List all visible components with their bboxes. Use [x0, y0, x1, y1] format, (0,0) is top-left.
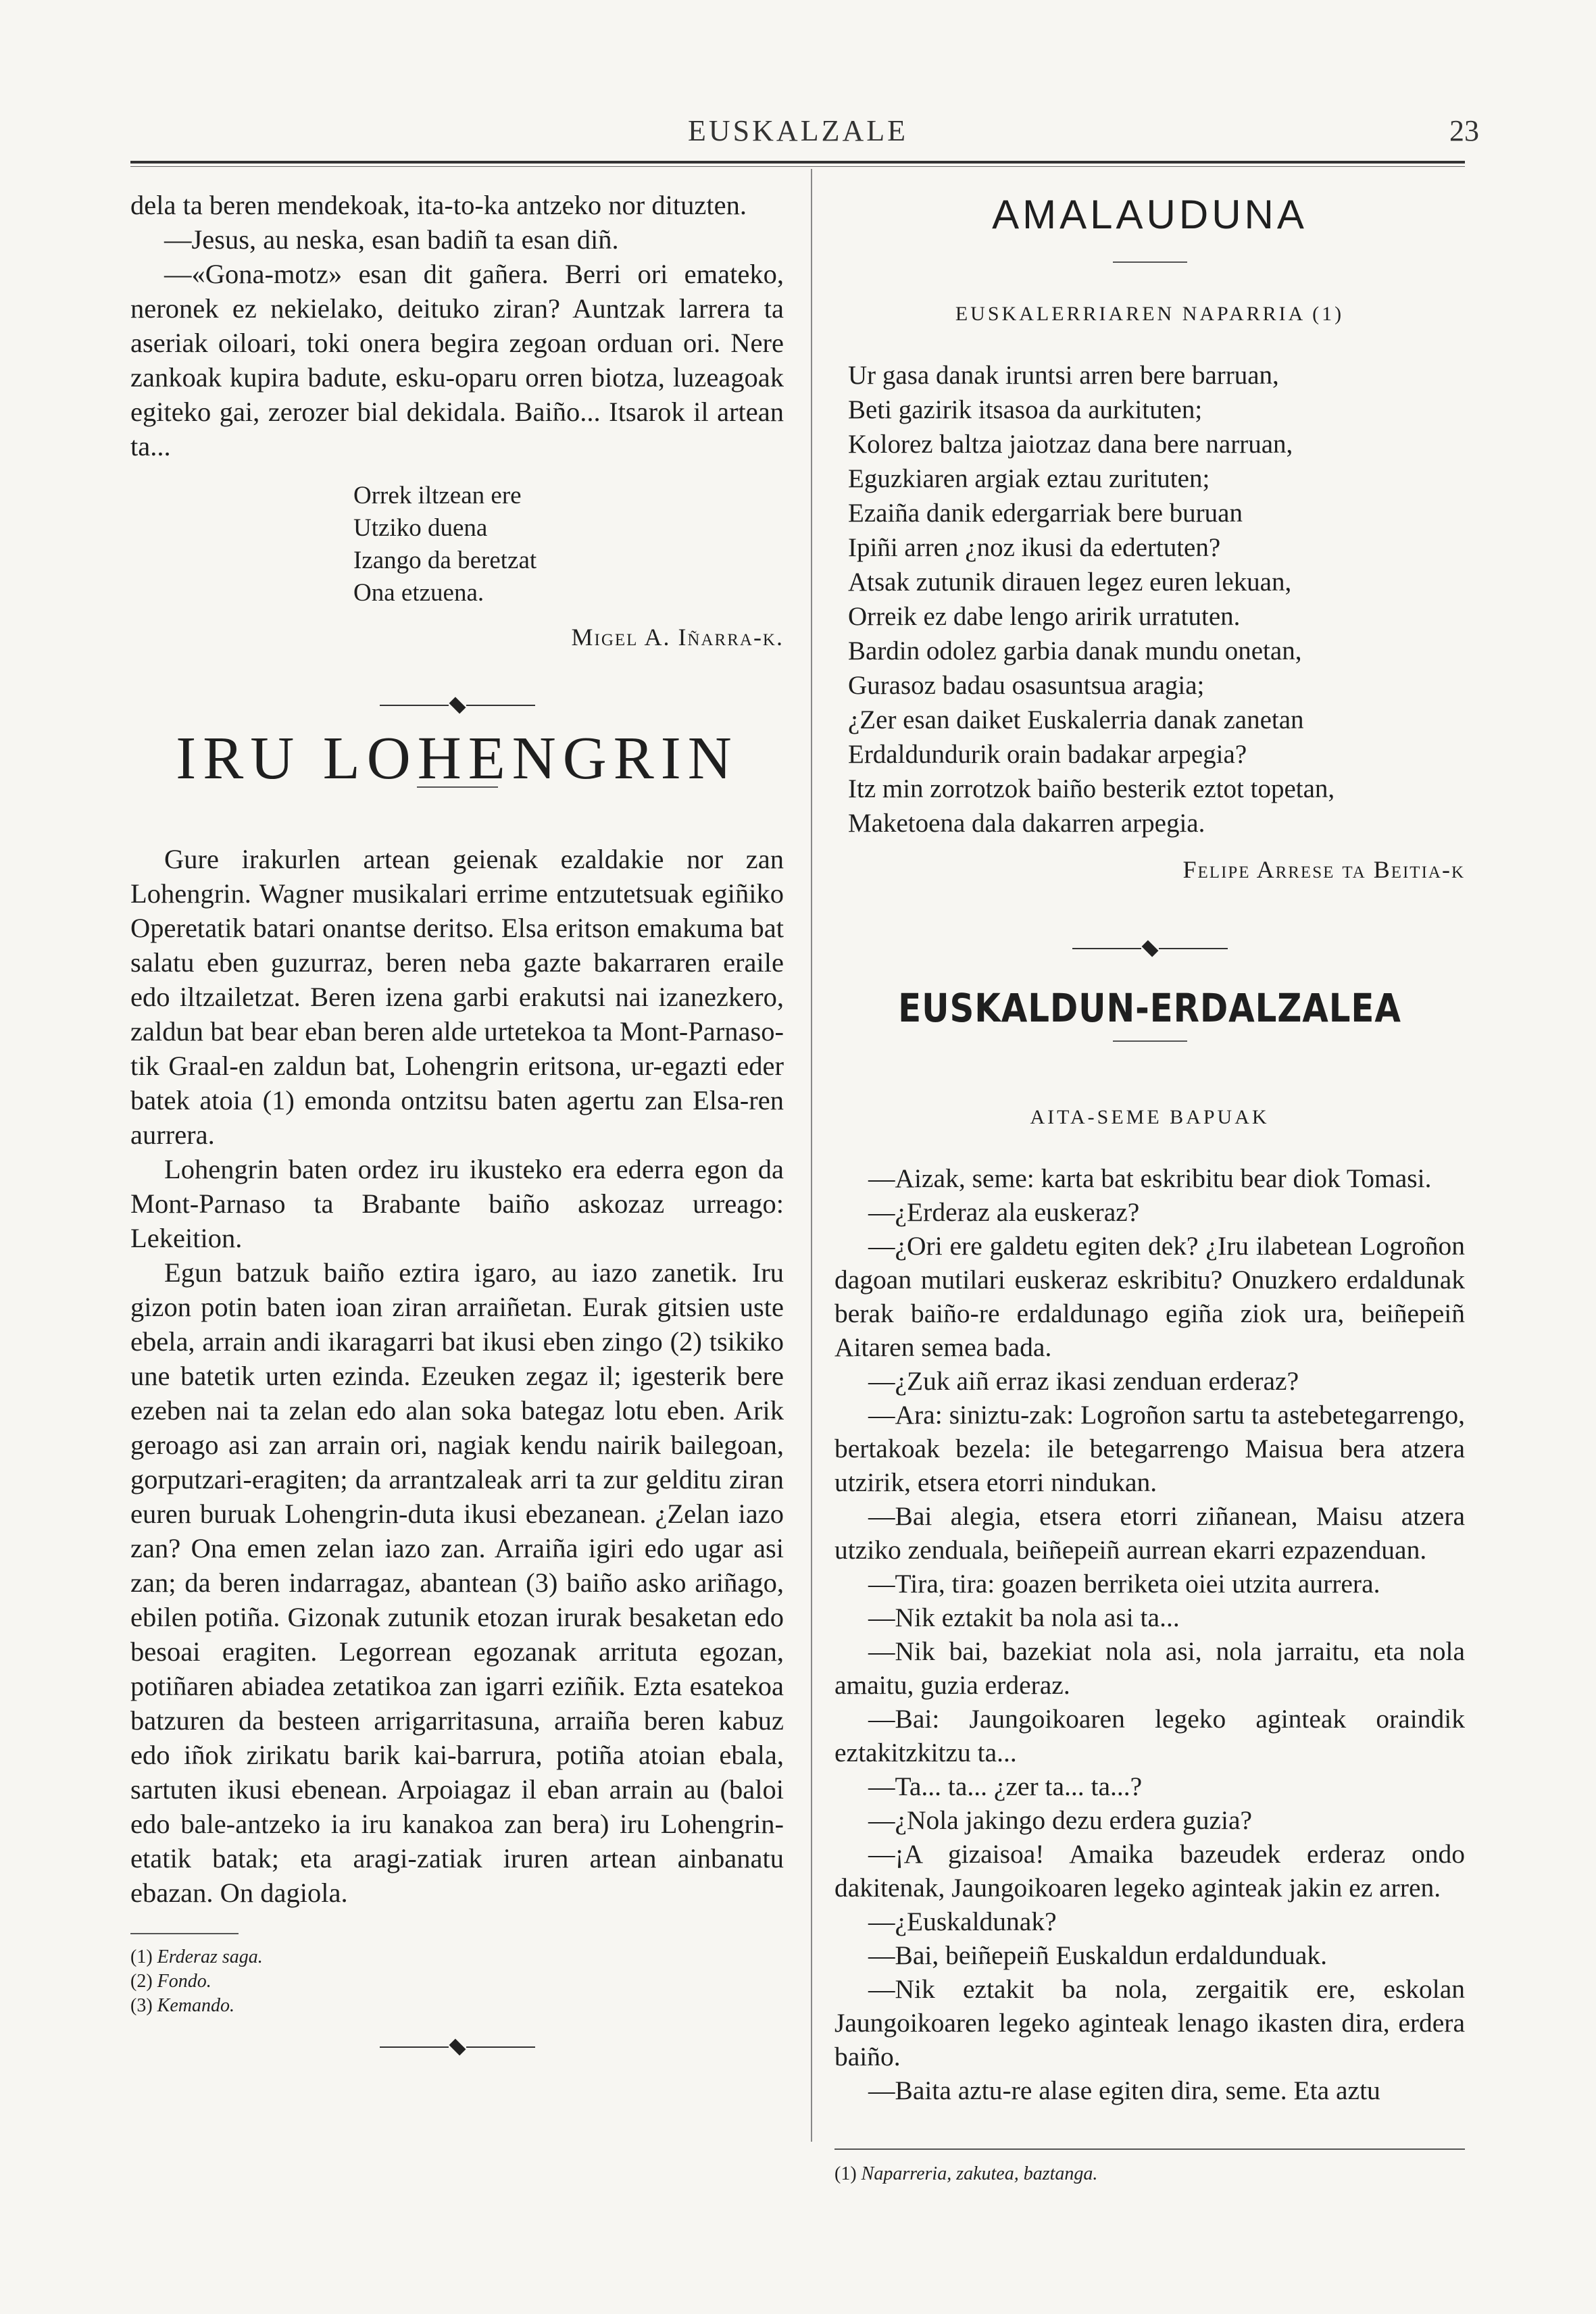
dialogue-line: —¿Erderaz ala euskeraz?: [868, 1197, 1140, 1227]
verse-line: Ur gasa danak iruntsi arren bere barruan,: [848, 361, 1279, 390]
footnote-number: (3): [130, 1995, 153, 2016]
poem-subtitle: EUSKALERRIAREN NAPARRIA (1): [955, 303, 1345, 325]
footnote-number: (1): [130, 1946, 153, 1967]
diamond-icon: [1141, 940, 1158, 957]
diamond-icon: [449, 2039, 466, 2056]
article-title: EUSKALDUN-ERDALZALEA: [898, 985, 1401, 1031]
verse-line: Maketoena dala dakarren arpegia.: [848, 809, 1205, 838]
verse-line: Bardin odolez garbia danak mundu onetan,: [848, 636, 1302, 665]
intro-paragraph: —Jesus, au neska, esan badiñ ta esan diñ.: [164, 224, 619, 255]
dialogue-line: —¡A gizaisoa! Amaika bazeudek erderaz ondo dakitenak, Jaungoikoaren legeko aginteak jakin ez arren.: [834, 1839, 1465, 1903]
header-rule: [130, 161, 1465, 164]
dialogue-line: —¿Euskaldunak?: [868, 1907, 1057, 1936]
dialogue-line: —Aizak, seme: karta bat eskribitu bear diok Tomasi.: [868, 1163, 1432, 1193]
verse-block: [353, 480, 784, 609]
verse-line: Orreik ez dabe lengo aririk urratuten.: [848, 602, 1241, 631]
footnote-number: (2): [130, 1971, 153, 1992]
verse-line: Ona etzuena.: [353, 579, 484, 607]
dialogue-line: —Nik eztakit ba nola asi ta...: [868, 1603, 1180, 1632]
signature: Felipe Arrese ta Beitia-k: [1182, 856, 1465, 883]
title-underline: [1113, 261, 1187, 263]
title-underline: [1113, 1040, 1187, 1042]
left-column: [130, 188, 784, 2056]
footnote: [130, 1945, 784, 1969]
column-divider: [811, 169, 812, 2142]
footnote: [130, 1994, 784, 2018]
diamond-icon: [449, 697, 466, 714]
intro-paragraph: —«Gona-motz» esan dit gañera. Berri ori emateko, neronek ez nekielako, deituko ziran? Auntzak larrera ta aseriak oiloari, toki onera begira zegoan orduan ori. Nere zankoak kupira badute, esku-oparu orren biotza, luzeagoak egiteko gai, zerozer bial dekidala. Baiño... Itsarok il artean ta...: [130, 259, 784, 461]
verse-line: Atsak zutunik dirauen legez euren lekuan,: [848, 568, 1292, 597]
running-title: EUSKALZALE: [688, 114, 908, 147]
dialogue-block: [834, 1161, 1465, 2107]
dialogue-line: —Ara: siniztu-zak: Logroñon sartu ta astebetegarrengo, bertakoak bezela: ile betegarrengo Maisua bera atzera utzirik, etsera etorri nindukan.: [834, 1400, 1465, 1497]
verse-block: [848, 358, 1465, 840]
dialogue-line: —¿Ori ere galdetu egiten dek? ¿Iru ilabetean Logroñon dagoan mutilari euskeraz eskribitu? Onuzkero erdaldunak berak baiño-re erdaldunago egiña ziok ura, beiñepeiñ Aitaren semea bada.: [834, 1231, 1465, 1362]
dialogue-line: —Baita aztu-re alase egiten dira, seme. Eta aztu: [868, 2076, 1380, 2105]
dialogue-line: —¿Nola jakingo dezu erdera guzia?: [868, 1805, 1253, 1835]
footnote: [834, 2162, 1465, 2186]
verse-line: Itz min zorrotzok baiño besterik eztot topetan,: [848, 774, 1335, 803]
poem-title: AMALAUDUNA: [992, 192, 1307, 237]
verse-line: Izango da beretzat: [353, 547, 537, 574]
article-subtitle: AITA-SEME BAPUAK: [1030, 1106, 1270, 1128]
verse-line: Ipiñi arren ¿noz ikusi da edertuten?: [848, 533, 1221, 562]
dialogue-line: —Bai, beiñepeiñ Euskaldun erdaldunduak.: [868, 1940, 1328, 1970]
verse-line: Eguzkiaren argiak eztau zurituten;: [848, 464, 1210, 493]
dialogue-line: —Ta... ta... ¿zer ta... ta...?: [868, 1771, 1143, 1801]
article-title: IRU LOHENGRIN: [176, 725, 739, 792]
intro-paragraph: dela ta beren mendekoak, ita-to-ka antzeko nor dituzten.: [130, 190, 747, 220]
verse-line: Beti gazirik itsasoa da aurkituten;: [848, 395, 1203, 424]
footnote-text: Kemando.: [157, 1995, 234, 2016]
header-rule-thin: [130, 166, 1465, 167]
section-ornament: [380, 697, 535, 714]
verse-line: Utziko duena: [353, 514, 488, 542]
verse-line: Orrek iltzean ere: [353, 482, 522, 509]
footnote-text: Fondo.: [157, 1971, 211, 1992]
page-number: 23: [1449, 114, 1479, 147]
verse-line: Kolorez baltza jaiotzaz dana bere narruan,: [848, 430, 1293, 459]
verse-line: Gurasoz badau osasuntsua aragia;: [848, 671, 1205, 700]
footnote-text: Erderaz saga.: [157, 1946, 263, 1967]
dialogue-line: —Nik bai, bazekiat nola asi, nola jarraitu, eta nola amaitu, guzia erderaz.: [834, 1636, 1465, 1700]
end-ornament: [380, 2038, 535, 2056]
footnote-rule: [834, 2148, 1465, 2150]
dialogue-line: —Bai: Jaungoikoaren legeko aginteak oraindik eztakitzkitzu ta...: [834, 1704, 1465, 1767]
verse-line: ¿Zer esan daiket Euskalerria danak zanetan: [848, 705, 1304, 734]
footnote-rule: [130, 1933, 239, 1934]
dialogue-line: —¿Zuk aiñ erraz ikasi zenduan erderaz?: [868, 1366, 1299, 1396]
dialogue-line: —Nik eztakit ba nola, zergaitik ere, eskolan Jaungoikoaren legeko aginteak lenago ikasten dira, erdera baiño.: [834, 1974, 1465, 2071]
dialogue-line: —Bai alegia, etsera etorri ziñanean, Maisu atzera utziko zenduala, beiñepeiñ aurrean ekarri ezpazenduan.: [834, 1501, 1465, 1565]
dialogue-line: —Tira, tira: goazen berriketa oiei utzita aurrera.: [868, 1569, 1380, 1599]
verse-line: Erdaldundurik orain badakar arpegia?: [848, 740, 1247, 769]
footnote-number: (1): [834, 2163, 857, 2184]
article-paragraph: Egun batzuk baiño eztira igaro, au iazo zanetik. Iru gizon potin baten ioan ziran arraiñetan. Eurak gitsien uste ebela, arrain andi ikaragarri bat ikusi eben zingo (2) tsikiko une batetik urten ezinda. Ezeuken zegaz il; igesterik bere ezeben nai ta zelan edo alan soka bategaz lotu eben. Arik geroago asi zan arrain ori, nagiak kendu nairik bailegoan, gorputzari-eragiten; da arrantzaleak arri ta zur gelditu ziran euren buruak Lohengrin-duta ikusi ebezanean. ¿Zelan iazo zan? Ona emen zelan iazo zan. Arraiña igiri edo ugar asi zan; da beren indarragaz, abantean (3) baiño asko ariñago, ebilen potiña. Gizonak zutunik etozan irurak besaketan edo besoai eragiten. Legorrean egozanak arrituta egozan, potiñaren abiadea zetatikoa zan igarri eziñik. Ezta esatekoa batzuren da besteen arrigarritasuna, arraiña beren kabuz edo iñok zirikatu barik kai-barrura, potiña atoian ebala, sartuten ikusi ebenean. Arpoiagaz il eban arrain au (baloi edo bale-antzeko ia iru kanakoa zan bera) iru Lohengrin-etatik batak; eta aragi-zatiak iruren artean ainbanatu ebazan. On dagiola.: [130, 1257, 784, 1908]
footnote: [130, 1969, 784, 1994]
verse-line: Ezaiña danik edergarriak bere buruan: [848, 499, 1243, 528]
article-paragraph: Gure irakurlen artean geienak ezaldakie nor zan Lohengrin. Wagner musikalari errime entzutetsuak egiñiko Operetatik batari onantse deritso. Elsa eritson emakuma bat salatu eben guzurraz, beren neba gazte bakarraren eraile edo iltzailetzat. Beren izena garbi erakutsi nai izanezkero, zaldun bat bear eban beren alde urtetekoa ta Mont-Parnaso-tik Graal-en zaldun bat, Lohengrin eritsona, ur-egazti eder batek atoia (1) emonda ontzitsu baten agertu zan Elsa-ren aurrera.: [130, 844, 784, 1150]
right-column: [834, 192, 1465, 2107]
section-ornament: [1072, 940, 1228, 957]
footnote-text: Naparreria, zakutea, baztanga.: [861, 2163, 1098, 2184]
article-paragraph: Lohengrin baten ordez iru ikusteko era ederra egon da Mont-Parnaso ta Brabante baiño askozaz urreago: Lekeition.: [130, 1154, 784, 1253]
signature: Migel A. Iñarra-k.: [571, 624, 784, 651]
